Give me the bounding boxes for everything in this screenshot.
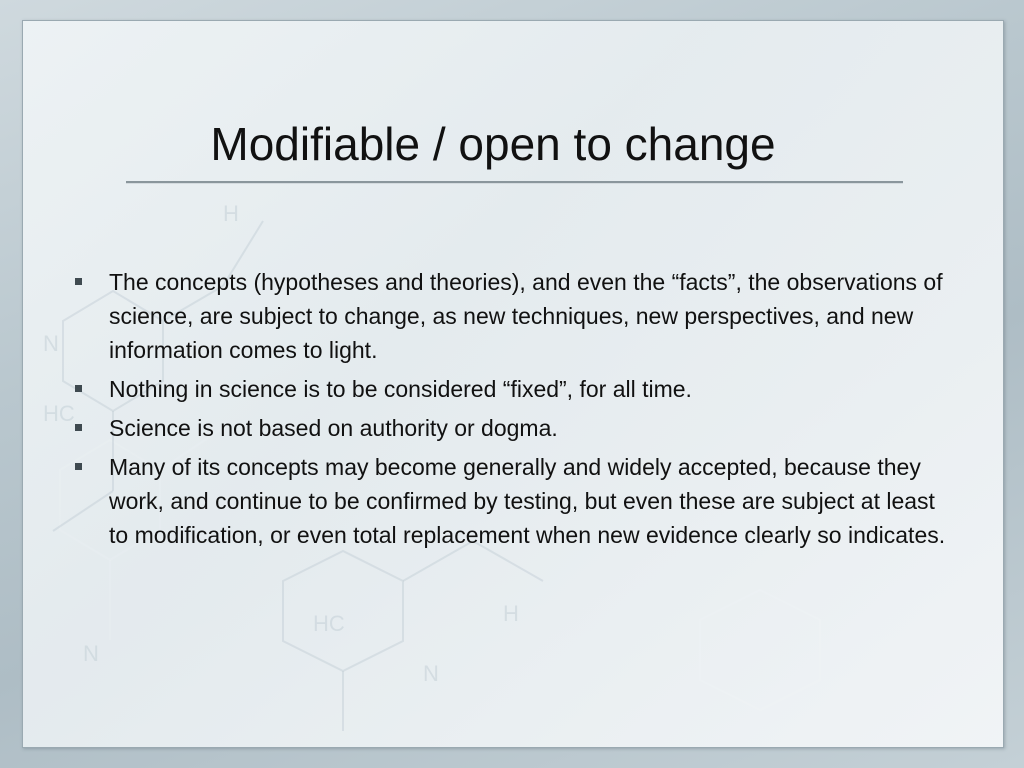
slide-panel xyxy=(22,20,1004,748)
bullet-item xyxy=(75,411,955,445)
bullet-text: Many of its concepts may become generally and widely accepted, because they work, and continue to be confirmed by testing, but even these are subject at least to modification, or even total replacement when new evidence clearly so indicates. xyxy=(109,454,946,548)
svg-text:H: H xyxy=(503,601,519,626)
bullet-list xyxy=(75,265,955,557)
svg-text:HC: HC xyxy=(43,401,75,426)
bullet-text: Nothing in science is to be considered “fixed”, for all time. xyxy=(109,376,692,402)
square-bullet-icon xyxy=(75,278,82,285)
svg-text:N: N xyxy=(83,641,99,666)
svg-text:H: H xyxy=(223,201,239,226)
svg-text:N: N xyxy=(423,661,439,686)
bullet-text: Science is not based on authority or dogma. xyxy=(109,415,558,441)
bullet-text: The concepts (hypotheses and theories), and even the “facts”, the observations of science, are subject to change, as new techniques, new perspectives, and new information comes to light. xyxy=(109,269,943,363)
square-bullet-icon xyxy=(75,424,82,431)
slide-title: Modifiable / open to change xyxy=(210,118,776,170)
square-bullet-icon xyxy=(75,385,82,392)
svg-text:N: N xyxy=(43,331,59,356)
title-divider xyxy=(126,181,903,184)
svg-text:HC: HC xyxy=(313,611,345,636)
square-bullet-icon xyxy=(75,463,82,470)
bullet-item xyxy=(75,372,955,406)
bullet-item xyxy=(75,450,955,552)
bullet-item xyxy=(75,265,955,367)
